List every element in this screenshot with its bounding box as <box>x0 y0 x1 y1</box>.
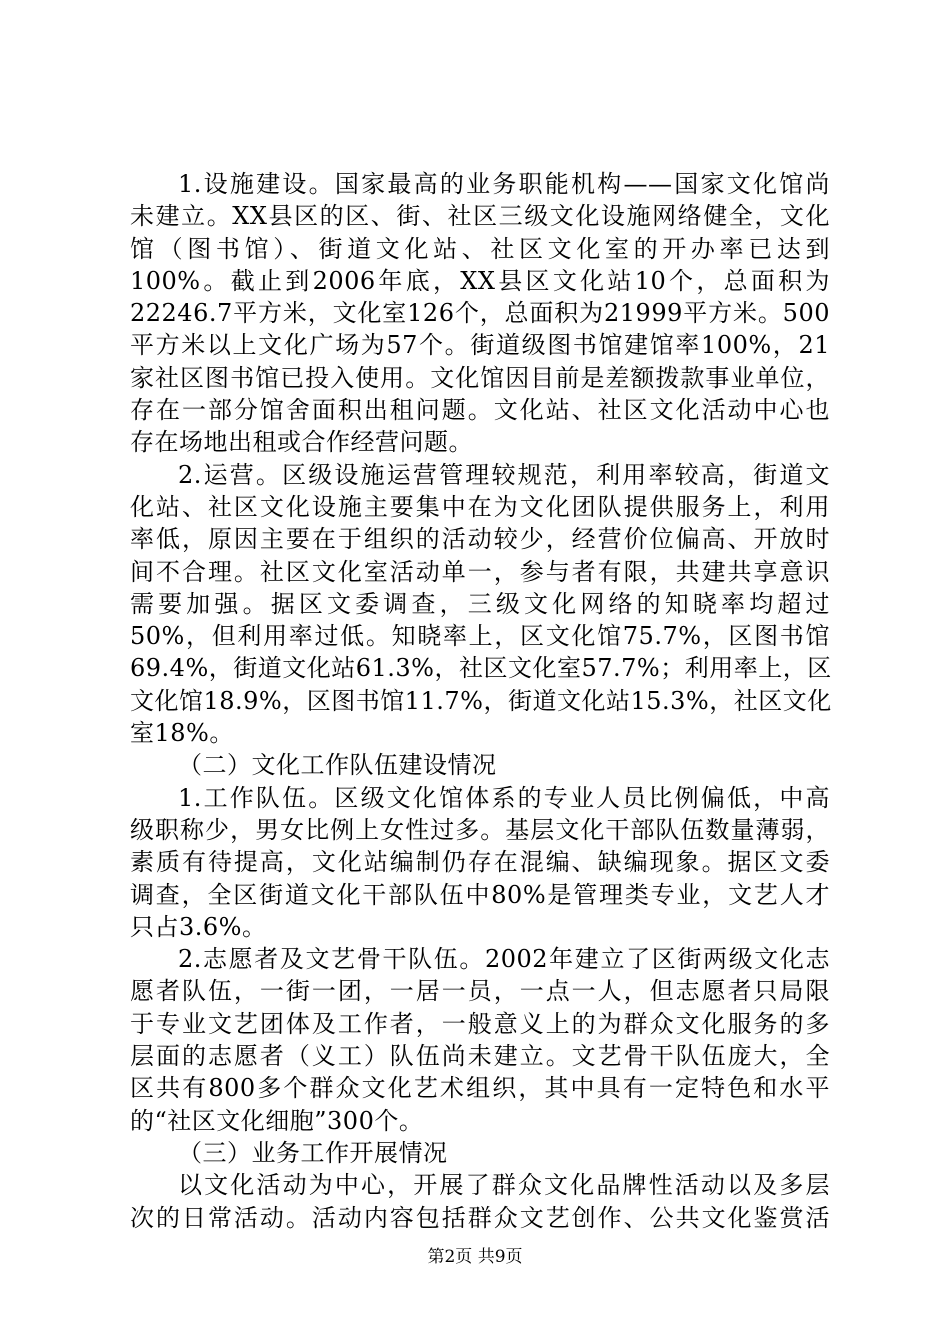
text-line: 区共有800多个群众文化艺术组织，其中具有一定特色和水平 <box>130 1074 830 1103</box>
text-line: 于专业文艺团体及工作者，一般意义上的为群众文化服务的多 <box>130 1009 830 1038</box>
text-line: 素质有待提高，文化站编制仍存在混编、缺编现象。据区文委 <box>130 848 830 877</box>
text-line: 2.志愿者及文艺骨干队伍。2002年建立了区街两级文化志 <box>178 945 830 974</box>
text-line: 次的日常活动。活动内容包括群众文艺创作、公共文化鉴赏活 <box>130 1203 830 1232</box>
text-line: 率低，原因主要在于组织的活动较少，经营价位偏高、开放时 <box>130 525 830 554</box>
text-line: 1.工作队伍。区级文化馆体系的专业人员比例偏低，中高 <box>178 783 830 812</box>
text-line: 馆（图书馆）、街道文化站、社区文化室的开办率已达到 <box>130 234 830 263</box>
text-line: 家社区图书馆已投入使用。文化馆因目前是差额拨款事业单位， <box>130 363 830 392</box>
text-line: 100%。截止到2006年底，XX县区文化站10个，总面积为 <box>130 266 830 295</box>
text-line: 愿者队伍，一街一团，一居一员，一点一人，但志愿者只局限 <box>130 977 830 1006</box>
text-line: 2.运营。区级设施运营管理较规范，利用率较高，街道文 <box>178 460 830 489</box>
text-line: 的“社区文化细胞”300个。 <box>130 1106 424 1135</box>
text-line: 文化馆18.9%，区图书馆11.7%，街道文化站15.3%，社区文化 <box>130 686 832 715</box>
text-line: 调查，全区街道文化干部队伍中80%是管理类专业，文艺人才 <box>130 880 830 909</box>
text-line: 50%，但利用率过低。知晓率上，区文化馆75.7%，区图书馆 <box>130 622 830 651</box>
section-heading: （二）文化工作队伍建设情况 <box>178 751 497 780</box>
text-line: 1.设施建设。国家最高的业务职能机构——国家文化馆尚 <box>178 170 830 198</box>
text-line: 存在一部分馆舍面积出租问题。文化站、社区文化活动中心也 <box>130 396 830 425</box>
page-footer <box>0 1245 950 1269</box>
text-line: 以文化活动为中心，开展了群众文化品牌性活动以及多层 <box>178 1171 830 1200</box>
text-line: 级职称少，男女比例上女性过多。基层文化干部队伍数量薄弱， <box>130 815 830 844</box>
text-line: 存在场地出租或合作经营问题。 <box>130 428 473 457</box>
text-line: 只占3.6%。 <box>130 912 267 941</box>
text-line: 需要加强。据区文委调查，三级文化网络的知晓率均超过 <box>130 589 830 618</box>
text-line: 平方米以上文化广场为57个。街道级图书馆建馆率100%，21 <box>130 331 830 360</box>
text-line: 化站、社区文化设施主要集中在为文化团队提供服务上，利用 <box>130 492 830 521</box>
text-line: 69.4%，街道文化站61.3%，社区文化室57.7%；利用率上，区 <box>130 654 832 683</box>
document-body <box>130 168 830 1234</box>
text-line: 未建立。XX县区的区、街、社区三级文化设施网络健全，文化 <box>130 202 830 231</box>
page-number: 第2页 共9页 <box>427 1247 523 1267</box>
text-line: 22246.7平方米，文化室126个，总面积为21999平方米。500 <box>130 299 830 328</box>
text-line: 间不合理。社区文化室活动单一，参与者有限，共建共享意识 <box>130 557 830 586</box>
section-heading: （三）业务工作开展情况 <box>178 1138 448 1167</box>
text-line: 层面的志愿者（义工）队伍尚未建立。文艺骨干队伍庞大，全 <box>130 1042 830 1071</box>
text-line: 室18%。 <box>130 719 234 748</box>
